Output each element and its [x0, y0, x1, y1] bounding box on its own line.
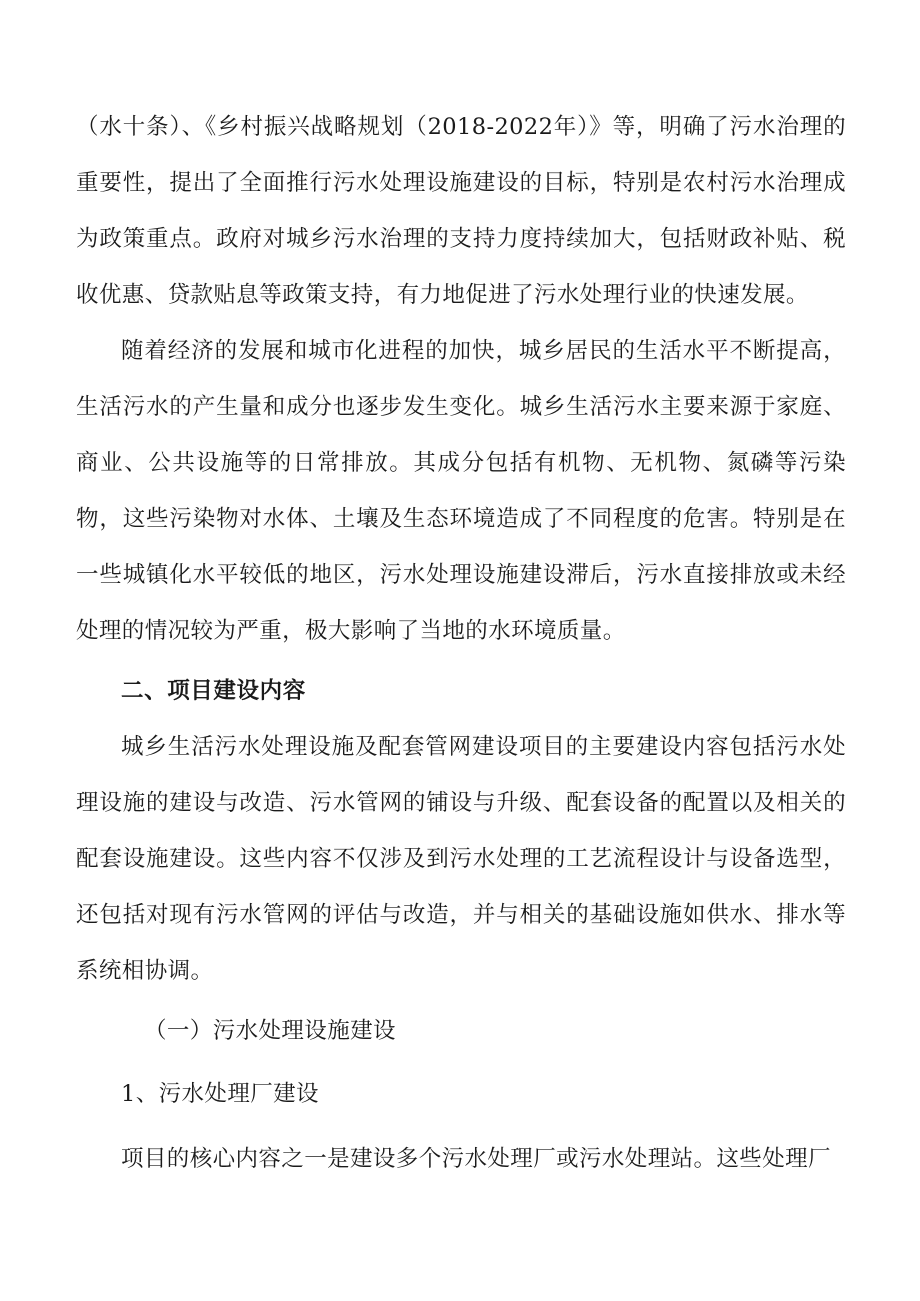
paragraph-construction-overview: 城乡生活污水处理设施及配套管网建设项目的主要建设内容包括污水处理设施的建设与改造、污水管网的铺设与升级、配套设备的配置以及相关的配套设施建设。这些内容不仅涉及到污水处理的工艺流程设计与设备选型，还包括对现有污水管网的评估与改造，并与相关的基础设施如供水、排水等系统相协调。 [76, 734, 846, 984]
paragraph-policy-support: （水十条）、《乡村振兴战略规划（2018-2022年）》等，明确了污水治理的重要性，提出了全面推行污水处理设施建设的目标，特别是农村污水治理成为政策重点。政府对城乡污水治理的支持力度持续加大，包括财政补贴、税收优惠、贷款贴息等政策支持，有力地促进了污水处理行业的快速发展。 [76, 114, 846, 308]
subheading-facility-construction: （一）污水处理设施建设 [144, 1018, 396, 1044]
subheading-plant-construction: 1、污水处理厂建设 [121, 1081, 319, 1107]
section-heading-construction-content: 二、项目建设内容 [121, 678, 306, 704]
paragraph-sewage-background: 随着经济的发展和城市化进程的加快，城乡居民的生活水平不断提高，生活污水的产生量和成分也逐步发生变化。城乡生活污水主要来源于家庭、商业、公共设施等的日常排放。其成分包括有机物、无机物、氮磷等污染物，这些污染物对水体、土壤及生态环境造成了不同程度的危害。特别是在一些城镇化水平较低的地区，污水处理设施建设滞后，污水直接排放或未经处理的情况较为严重，极大影响了当地的水环境质量。 [76, 338, 846, 644]
paragraph-plant-core-content: 项目的核心内容之一是建设多个污水处理厂或污水处理站。这些处理厂 [121, 1146, 831, 1172]
